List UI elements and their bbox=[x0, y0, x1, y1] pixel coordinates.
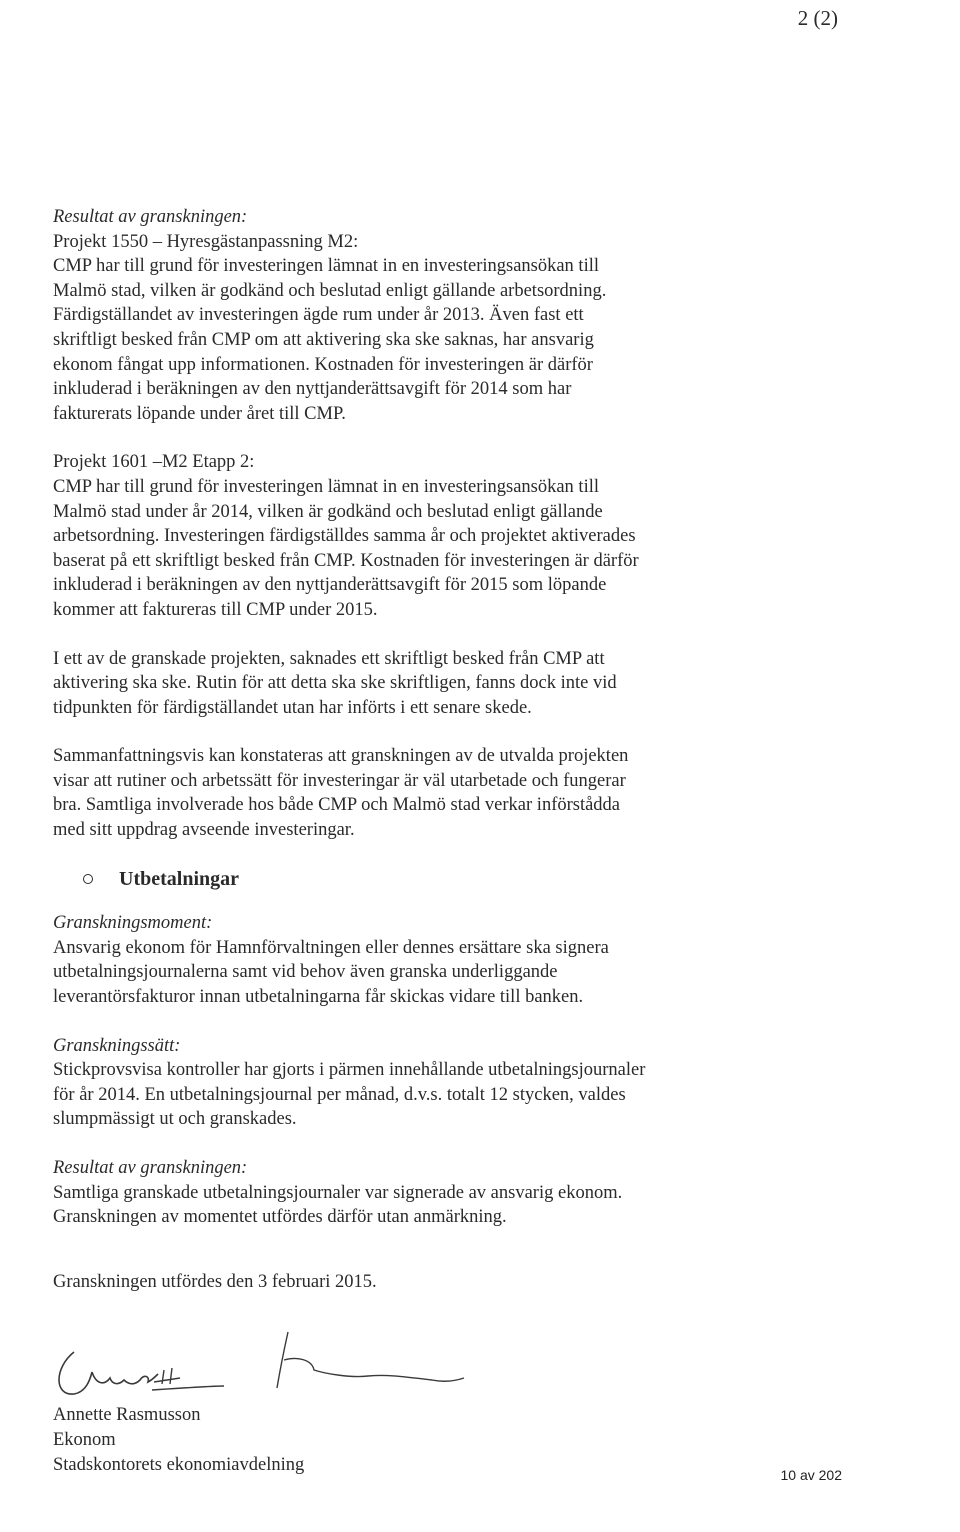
text-line: Stickprovsvisa kontroller har gjorts i pärmen innehållande utbetalningsjournaler bbox=[53, 1060, 646, 1081]
paragraph-project-1601 bbox=[53, 450, 753, 622]
text-line: fakturerats löpande under året till CMP. bbox=[53, 403, 346, 424]
signer-name: Annette Rasmusson bbox=[53, 1405, 201, 1425]
section-label-result-2: Resultat av granskningen: bbox=[53, 1158, 248, 1178]
text-line: Malmö stad, vilken är godkänd och beslutad enligt gällande arbetsordning. bbox=[53, 280, 607, 301]
paragraph-missing-notice bbox=[53, 647, 753, 721]
text-line: skriftligt besked från CMP om att aktivering ska ske saknas, har ansvarig bbox=[53, 329, 594, 350]
bullet-icon bbox=[83, 874, 93, 884]
paragraph-moment bbox=[53, 936, 753, 1010]
text-line: Färdigställandet av investeringen ägde rum under år 2013. Även fast ett bbox=[53, 305, 584, 326]
text-line: baserat på ett skriftligt besked från CMP. Kostnaden för investeringen är därför bbox=[53, 550, 639, 571]
text-line: kommer att faktureras till CMP under 2015. bbox=[53, 599, 378, 620]
text-line: I ett av de granskade projekten, saknades ett skriftligt besked från CMP att bbox=[53, 648, 605, 669]
signer-department: Stadskontorets ekonomiavdelning bbox=[53, 1455, 305, 1475]
text-line: Granskningen av momentet utfördes därför utan anmärkning. bbox=[53, 1207, 507, 1228]
text-line: aktivering ska ske. Rutin för att detta ska ske skriftligen, fanns dock inte vid bbox=[53, 673, 617, 694]
text-line: ekonom fångat upp informationen. Kostnaden för investeringen är därför bbox=[53, 354, 593, 375]
text-line: tidpunkten för färdigställandet utan har införts i ett senare skede. bbox=[53, 697, 532, 718]
text-line: Samtliga granskade utbetalningsjournaler var signerade av ansvarig ekonom. bbox=[53, 1182, 623, 1203]
text-line: leverantörsfakturor innan utbetalningarna får skickas vidare till banken. bbox=[53, 987, 584, 1008]
text-line: Projekt 1601 –M2 Etapp 2: bbox=[53, 452, 255, 473]
signer-block bbox=[53, 1403, 304, 1478]
paragraph-project-1550 bbox=[53, 230, 753, 427]
text-line: inkluderad i beräkningen av den nyttjanderättsavgift för 2014 som har bbox=[53, 379, 572, 400]
text-line: med sitt uppdrag avseende investeringar. bbox=[53, 820, 355, 841]
text-line: inkluderad i beräkningen av den nyttjanderättsavgift för 2015 som löpande bbox=[53, 575, 607, 596]
text-line: Malmö stad under år 2014, vilken är godkänd och beslutad enligt gällande bbox=[53, 501, 603, 522]
paragraph-result bbox=[53, 1181, 753, 1230]
text-line: för år 2014. En utbetalningsjournal per månad, d.v.s. totalt 12 stycken, valdes bbox=[53, 1084, 626, 1105]
footer-page-count: 10 av 202 bbox=[780, 1467, 842, 1483]
text-line: arbetsordning. Investeringen färdigställdes samma år och projektet aktiverades bbox=[53, 526, 636, 547]
heading-text: Utbetalningar bbox=[119, 867, 239, 890]
text-line: utbetalningsjournalerna samt vid behov även granska underliggande bbox=[53, 962, 558, 983]
document-body bbox=[53, 205, 753, 1313]
text-line: slumpmässigt ut och granskades. bbox=[53, 1109, 297, 1130]
paragraph-summary bbox=[53, 744, 753, 842]
closing-date-line: Granskningen utfördes den 3 februari 2015. bbox=[53, 1271, 377, 1292]
handwritten-signature bbox=[52, 1330, 472, 1410]
text-line: visar att rutiner och arbetssätt för investeringar är väl utarbetade och fungerar bbox=[53, 770, 626, 791]
signer-title: Ekonom bbox=[53, 1430, 116, 1450]
text-line: Projekt 1550 – Hyresgästanpassning M2: bbox=[53, 231, 359, 252]
text-line: CMP har till grund för investeringen lämnat in en investeringsansökan till bbox=[53, 256, 599, 277]
section-heading bbox=[53, 867, 753, 892]
section-label-method: Granskningssätt: bbox=[53, 1035, 181, 1056]
text-line: bra. Samtliga involverade hos både CMP och Malmö stad verkar införstådda bbox=[53, 795, 621, 816]
section-label-result: Resultat av granskningen: bbox=[53, 207, 248, 227]
paragraph-method bbox=[53, 1058, 753, 1132]
page-number: 2 (2) bbox=[797, 6, 838, 30]
section-label-moment: Granskningsmoment: bbox=[53, 913, 213, 934]
text-line: Sammanfattningsvis kan konstateras att granskningen av de utvalda projekten bbox=[53, 746, 629, 767]
text-line: Ansvarig ekonom för Hamnförvaltningen eller dennes ersättare ska signera bbox=[53, 937, 609, 958]
text-line: CMP har till grund för investeringen lämnat in en investeringsansökan till bbox=[53, 476, 599, 497]
